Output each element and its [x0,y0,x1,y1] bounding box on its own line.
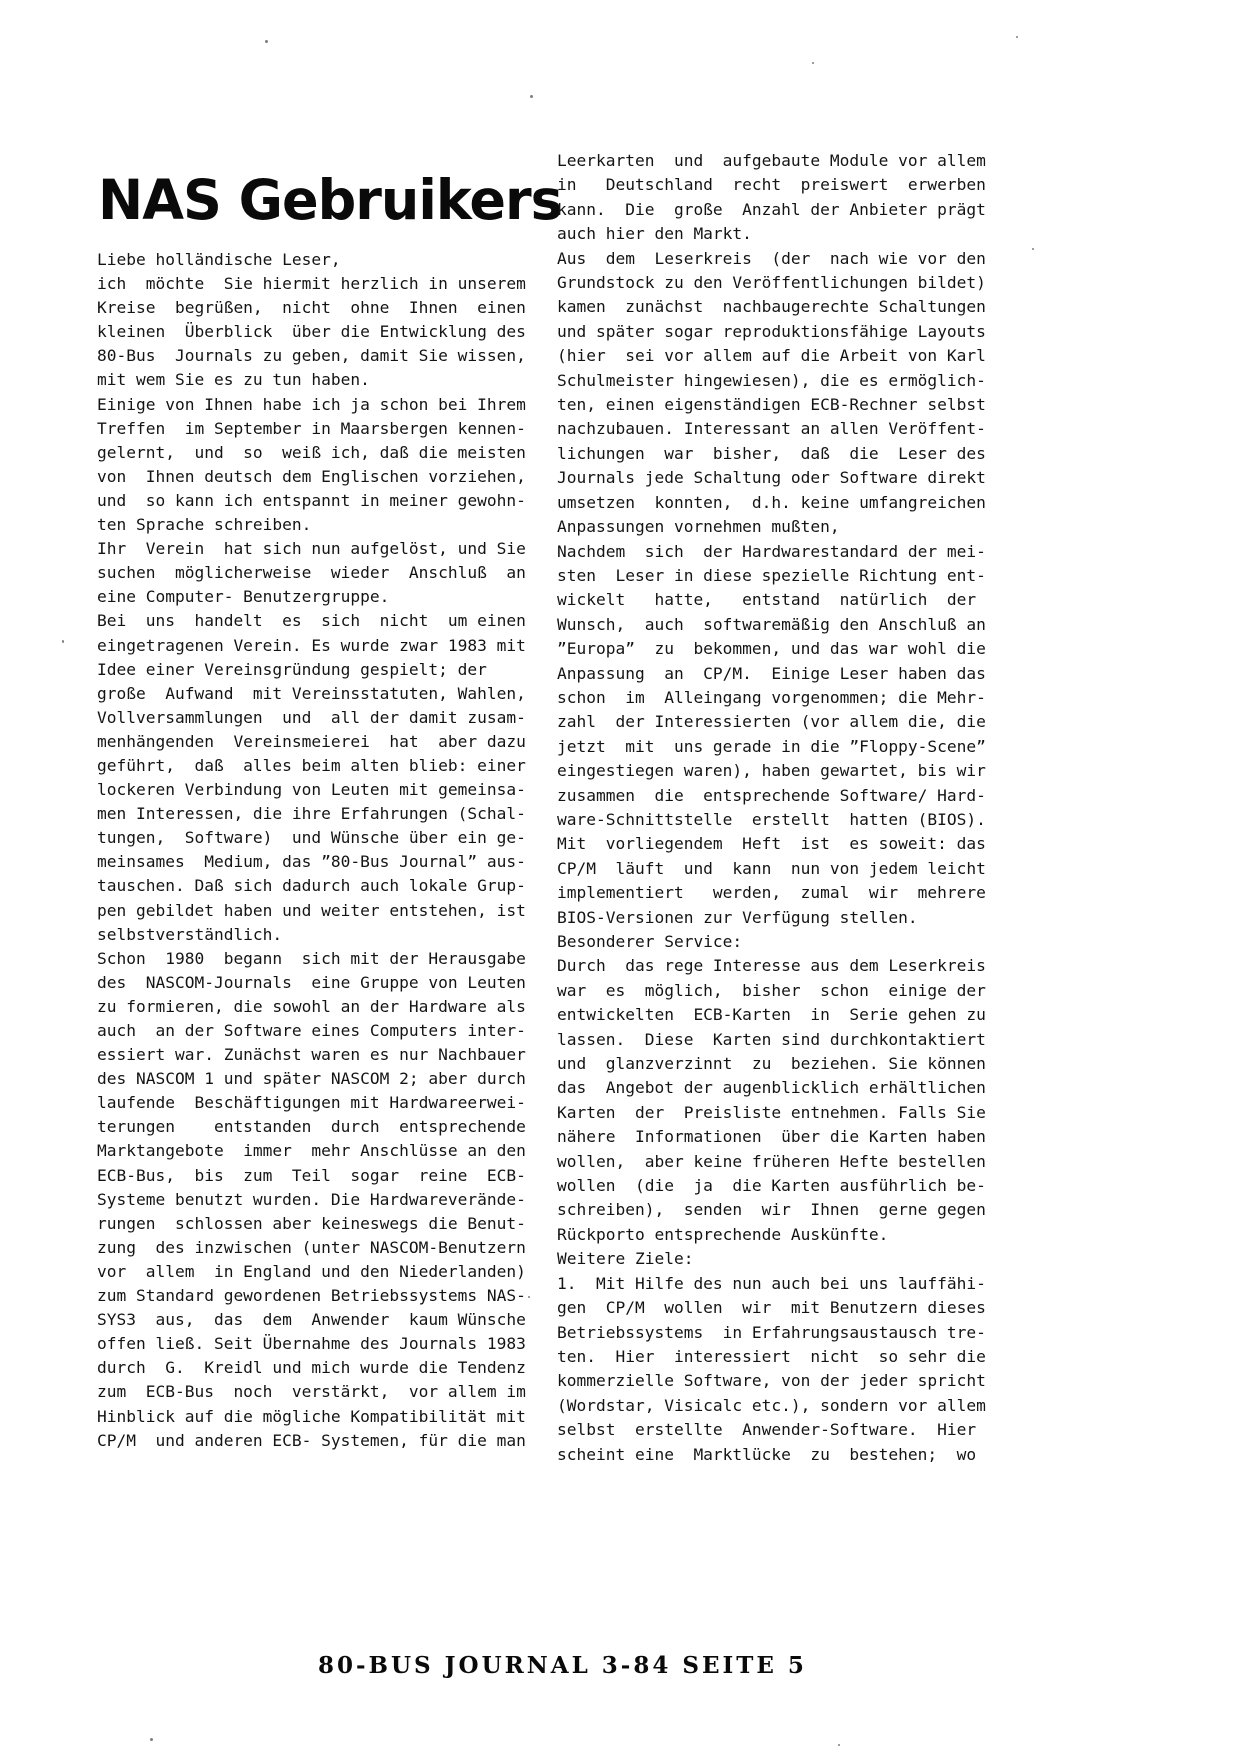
text-line: jetzt mit uns gerade in die ”Floppy-Scene” [557,736,986,756]
text-line: kommerzielle Software, von der jeder spricht [557,1371,986,1391]
text-line: CP/M läuft und kann nun von jedem leicht [557,858,986,878]
text-line: Einige von Ihnen habe ich ja schon bei Ihrem [97,394,526,414]
text-line: zum Standard gewordenen Betriebssystems NAS- [97,1286,526,1306]
text-line: scheint eine Marktlücke zu bestehen; wo [557,1444,977,1464]
text-line: BIOS-Versionen zur Verfügung stellen. [557,907,918,927]
text-line: gen CP/M wollen wir mit Benutzern dieses [557,1298,986,1318]
text-line: kleinen Überblick über die Entwicklung des [97,322,526,342]
text-line: eine Computer- Benutzergruppe. [97,587,390,607]
text-line: ECB-Bus, bis zum Teil sogar reine ECB- [97,1165,526,1185]
scan-speck [62,640,64,643]
text-line: 80-Bus Journals zu geben, damit Sie wissen, [97,346,526,366]
text-line: sten Leser in diese spezielle Richtung ent- [557,565,986,585]
text-line: und später sogar reproduktionsfähige Layouts [557,321,986,341]
text-line: lockeren Verbindung von Leuten mit gemeinsa- [97,780,526,800]
text-line: men Interessen, die ihre Erfahrungen (Schal- [97,804,526,824]
text-line: durch G. Kreidl und mich wurde die Tendenz [97,1358,526,1378]
text-line: Nachdem sich der Hardwarestandard der mei- [557,541,986,561]
text-line: Systeme benutzt wurden. Die Hardwareverände- [97,1189,526,1209]
text-line: und glanzverzinnt zu beziehen. Sie können [557,1054,986,1074]
scan-speck [265,40,268,43]
text-line: meinsames Medium, das ”80-Bus Journal” aus- [97,852,526,872]
scan-speck [528,1296,530,1298]
text-line: Hinblick auf die mögliche Kompatibilität mit [97,1406,526,1426]
text-line: entwickelten ECB-Karten in Serie gehen zu [557,1005,986,1025]
text-line: Bei uns handelt es sich nicht um einen [97,611,526,631]
text-line: ten Sprache schreiben. [97,515,312,535]
text-line: zu formieren, die sowohl an der Hardware als [97,996,526,1016]
text-line: zusammen die entsprechende Software/ Hard- [557,785,986,805]
text-line: Aus dem Leserkreis (der nach wie vor den [557,248,986,268]
right-text-column [557,149,1017,1467]
text-line: Karten der Preisliste entnehmen. Falls Sie [557,1102,986,1122]
text-line: lassen. Diese Karten sind durchkontaktiert [557,1029,986,1049]
text-line: des NASCOM-Journals eine Gruppe von Leuten [97,972,526,992]
text-line: tungen, Software) und Wünsche über ein ge- [97,828,526,848]
text-line: Schulmeister hingewiesen), die es ermöglich- [557,370,986,390]
text-line: geführt, daß alles beim alten blieb: einer [97,755,526,775]
text-line: Mit vorliegendem Heft ist es soweit: das [557,834,986,854]
scan-speck [812,62,814,64]
text-line: wollen (die ja die Karten ausführlich be- [557,1176,986,1196]
scan-speck [530,95,533,98]
text-line: Betriebssystems in Erfahrungsaustausch tre- [557,1322,986,1342]
text-line: Grundstock zu den Veröffentlichungen bildet) [557,273,986,293]
text-line: Besonderer Service: [557,932,743,951]
text-line: implementiert werden, zumal wir mehrere [557,883,986,903]
text-line: selbst erstellte Anwender-Software. Hier [557,1420,977,1440]
page-title: NAS Gebruikers [98,168,562,233]
text-line: große Aufwand mit Vereinsstatuten, Wahlen, [97,683,526,703]
text-line: von Ihnen deutsch dem Englischen vorziehen, [97,466,526,486]
page-footer: 80-BUS JOURNAL 3-84 SEITE 5 [318,1652,807,1679]
text-line: schreiben), senden wir Ihnen gerne gegen [557,1200,986,1220]
text-line: menhängenden Vereinsmeierei hat aber dazu [97,731,526,751]
text-line: mit wem Sie es zu tun haben. [97,370,370,390]
text-line: ten. Hier interessiert nicht so sehr die [557,1346,986,1366]
text-line: Kreise begrüßen, nicht ohne Ihnen einen [97,298,526,318]
text-line: Rückporto entsprechende Auskünfte. [557,1224,889,1244]
text-line: war es möglich, bisher schon einige der [557,980,986,1000]
text-line: Schon 1980 begann sich mit der Herausgabe [97,948,526,968]
text-line: zung des inzwischen (unter NASCOM-Benutzern [97,1237,526,1257]
text-line: selbstverständlich. [97,924,283,944]
text-line: Leerkarten und aufgebaute Module vor allem [557,151,986,170]
text-line: gelernt, und so weiß ich, daß die meisten [97,442,526,462]
text-line: des NASCOM 1 und später NASCOM 2; aber durch [97,1069,526,1089]
text-line: kann. Die große Anzahl der Anbieter prägt [557,199,986,219]
text-line: Treffen im September in Maarsbergen kennen- [97,418,526,438]
text-line: Idee einer Vereinsgründung gespielt; der [97,659,487,679]
text-line: 1. Mit Hilfe des nun auch bei uns lauffähi- [557,1273,986,1293]
text-line: Vollversammlungen und all der damit zusam- [97,707,526,727]
text-line: pen gebildet haben und weiter entstehen, ist [97,900,526,920]
text-line: nähere Informationen über die Karten haben [557,1127,986,1147]
text-line: Marktangebote immer mehr Anschlüsse an den [97,1141,526,1161]
text-line: Ihr Verein hat sich nun aufgelöst, und Sie [97,539,526,559]
text-line: (hier sei vor allem auf die Arbeit von Karl [557,346,986,366]
text-line: CP/M und anderen ECB- Systemen, für die man [97,1430,526,1450]
text-line: Journals jede Schaltung oder Software direkt [557,468,986,488]
text-line: eingetragenen Verein. Es wurde zwar 1983 mit [97,635,526,655]
text-line: Liebe holländische Leser, [97,250,341,269]
text-line: Weitere Ziele: [557,1249,694,1269]
text-line: Anpassung an CP/M. Einige Leser haben das [557,663,986,683]
text-line: tauschen. Daß sich dadurch auch lokale Grup- [97,876,526,896]
text-line: (Wordstar, Visicalc etc.), sondern vor allem [557,1395,986,1415]
text-line: vor allem in England und den Niederlanden) [97,1261,526,1281]
text-line: suchen möglicherweise wieder Anschluß an [97,563,526,583]
left-text-column [97,248,552,1453]
text-line: offen ließ. Seit Übernahme des Journals 1983 [97,1334,526,1354]
text-line: kamen zunächst nachbaugerechte Schaltungen [557,297,986,317]
text-line: eingestiegen waren), haben gewartet, bis wir [557,761,986,781]
scan-speck [150,1738,153,1741]
scan-speck [1032,248,1034,250]
text-line: rungen schlossen aber keineswegs die Benut- [97,1213,526,1233]
text-line: umsetzen konnten, d.h. keine umfangreichen [557,492,986,512]
text-line: essiert war. Zunächst waren es nur Nachbauer [97,1045,526,1065]
text-line: ware-Schnittstelle erstellt hatten (BIOS). [557,809,986,829]
scan-speck [838,1744,840,1746]
text-line: auch an der Software eines Computers inter- [97,1021,526,1040]
text-line: laufende Beschäftigungen mit Hardwareerwei- [97,1093,526,1113]
text-line: SYS3 aus, das dem Anwender kaum Wünsche [97,1310,526,1330]
text-line: Wunsch, auch softwaremäßig den Anschluß an [557,614,986,634]
text-line: wollen, aber keine früheren Hefte bestellen [557,1151,986,1171]
text-line: Durch das rege Interesse aus dem Leserkreis [557,956,986,976]
text-line: schon im Alleingang vorgenommen; die Mehr- [557,687,986,707]
text-line: wickelt hatte, entstand natürlich der [557,590,977,610]
text-line: auch hier den Markt. [557,224,752,244]
text-line: terungen entstanden durch entsprechende [97,1117,526,1137]
text-line: lichungen war bisher, daß die Leser des [557,443,986,463]
text-line: ”Europa” zu bekommen, und das war wohl die [557,639,986,659]
text-line: nachzubauen. Interessant an allen Veröffent- [557,419,986,439]
text-line: in Deutschland recht preiswert erwerben [557,175,986,195]
text-line: ten, einen eigenständigen ECB-Rechner selbst [557,395,986,415]
scan-speck [1016,36,1018,38]
text-line: zum ECB-Bus noch verstärkt, vor allem im [97,1382,526,1402]
text-line: Anpassungen vornehmen mußten, [557,517,840,537]
text-line: das Angebot der augenblicklich erhältlichen [557,1078,986,1098]
text-line: und so kann ich entspannt in meiner gewohn- [97,490,526,510]
text-line: zahl der Interessierten (vor allem die, die [557,712,986,732]
text-line: ich möchte Sie hiermit herzlich in unserem [97,274,526,294]
